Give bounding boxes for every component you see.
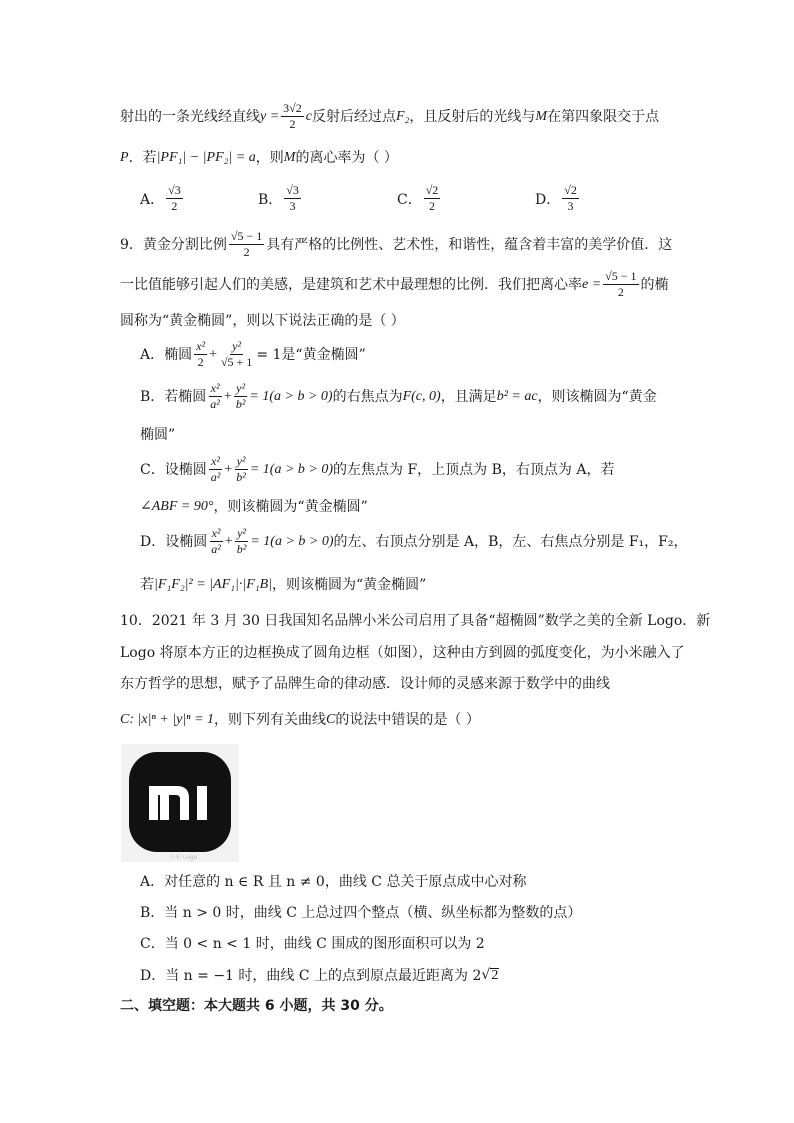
fraction [234, 455, 248, 484]
text: 的左、右顶点分别是 A，B，左、右焦点分别是 F₁，F₂， [333, 533, 688, 550]
q8-line-1 [120, 102, 659, 131]
text: 的说法中错误的是（ ） [335, 712, 480, 728]
fraction-numerator: x² [209, 455, 222, 470]
math: M [535, 108, 548, 124]
fraction-denominator: 3 [289, 199, 296, 214]
math: = 1(a > b > 0) [249, 388, 333, 404]
math: : |x|ⁿ + |y|ⁿ = 1 [129, 712, 215, 727]
q9-option-b-line-2 [140, 428, 175, 442]
sqrt: √ 2 [481, 967, 499, 983]
math: e = [582, 276, 602, 292]
math: F₂ [395, 108, 410, 124]
q10-stem-line-1 [120, 614, 710, 628]
q9-stem-line-1 [120, 230, 672, 259]
text: ，则该椭圆为“黄金椭圆” [213, 499, 368, 515]
fraction [281, 102, 304, 131]
text: 的右焦点为 [332, 388, 403, 405]
math: y = [260, 108, 280, 124]
question-number: 9．黄金分割比例 [120, 236, 227, 253]
fraction [229, 230, 264, 259]
text: 的椭 [640, 276, 669, 293]
math: = 1(a > b > 0) [249, 461, 334, 477]
fraction-denominator: b² [235, 397, 246, 412]
figure-caption: 小米 Logo [169, 854, 198, 861]
section-heading-fill-in [120, 999, 393, 1013]
fraction-denominator: 2 [429, 199, 436, 214]
fraction-numerator: 3√2 [281, 102, 304, 117]
text: 10．2021 年 3 月 30 日我国知名品牌小米公司启用了具备“超椭圆”数学之美的全新 Logo．新 [120, 613, 711, 629]
fraction-numerator: √5 − 1 [603, 270, 638, 285]
text: ，则下列有关曲线 [214, 712, 327, 728]
text: ，则该椭圆为“黄金 [537, 388, 657, 405]
fraction-numerator: y² [235, 527, 248, 542]
fraction-denominator: b² [236, 542, 247, 557]
fraction [235, 527, 249, 556]
math: P [120, 150, 129, 165]
q8-option-b[interactable] [258, 184, 303, 213]
option-label: B．若椭圆 [140, 388, 207, 405]
option-label: D．设椭圆 [140, 533, 208, 550]
q8-option-d[interactable] [535, 184, 581, 213]
q9-option-d-line-2 [140, 578, 426, 592]
text: 一比值能够引起人们的美感，是建筑和艺术中最理想的比例．我们把离心率 [120, 276, 582, 293]
fraction-numerator: x² [209, 382, 222, 397]
q10-stem-line-3 [120, 677, 610, 691]
fraction-denominator: 2 [171, 199, 178, 214]
fraction-denominator: 2 [617, 285, 624, 300]
option-text: C．当 0 < n < 1 时，曲线 C 围成的图形面积可以为 2 [140, 936, 485, 952]
option-label: C．设椭圆 [140, 461, 207, 478]
option-label: C． [397, 191, 422, 208]
fraction-denominator: 2 [243, 245, 250, 260]
fraction-numerator: x² [194, 340, 207, 355]
text: 的左焦点为 F，上顶点为 B，右顶点为 A，若 [333, 461, 615, 478]
fraction-denominator: √5 + 1 [220, 355, 253, 370]
math: M [283, 150, 296, 165]
math: + [224, 461, 233, 477]
text: ，则 [255, 150, 284, 166]
q8-option-a[interactable] [140, 184, 185, 213]
text: 具有严格的比例性、艺术性，和谐性，蕴含着丰富的美学价值．这 [266, 236, 673, 253]
fraction-numerator: y² [230, 340, 243, 355]
text: ，且反射后的光线与 [409, 108, 536, 125]
fraction-numerator: x² [210, 527, 223, 542]
option-text: B．当 n > 0 时，曲线 C 上总过四个整点（横、纵坐标都为整数的点） [140, 905, 582, 921]
q9-stem-line-2 [120, 270, 669, 299]
fraction [209, 527, 223, 556]
mi-mark-icon [129, 752, 231, 852]
xiaomi-logo-figure [121, 744, 239, 862]
q10-option-c[interactable] [140, 937, 485, 951]
fraction-denominator: a² [211, 542, 221, 557]
fraction [234, 382, 248, 411]
q10-stem-line-2 [120, 646, 685, 660]
fraction [424, 184, 441, 213]
option-label: B． [258, 191, 283, 208]
fraction-numerator: y² [235, 455, 248, 470]
q10-stem-line-4 [120, 713, 480, 727]
q10-option-b[interactable] [140, 906, 581, 920]
math: + [224, 533, 233, 549]
q8-option-c[interactable] [397, 184, 442, 213]
fraction [209, 455, 223, 484]
q9-option-d[interactable] [140, 527, 687, 556]
math: + [209, 346, 217, 362]
option-text: D．当 n = −1 时，曲线 C 上的点到原点最近距离为 2 [140, 967, 482, 984]
text: 在第四象限交于点 [547, 108, 660, 125]
text: 圆称为“黄金椭圆”，则以下说法正确的是（ ） [120, 313, 405, 329]
fraction-denominator: 2 [197, 355, 204, 370]
option-text: A．对任意的 n ∈ R 且 n ≠ 0，曲线 C 总关于原点成中心对称 [140, 874, 527, 890]
math: c [305, 108, 312, 124]
math: C [326, 712, 336, 727]
fraction-denominator: b² [236, 470, 246, 485]
q9-option-c-line-2 [140, 500, 368, 514]
text: 东方哲学的思想，赋予了品牌生命的律动感．设计师的灵感来源于数学中的曲线 [120, 676, 610, 692]
math: + [223, 388, 232, 404]
fraction-numerator: √3 [284, 184, 301, 199]
text: 的离心率为（ ） [295, 150, 398, 166]
option-label: D． [535, 191, 561, 208]
text: = 1是“黄金椭圆” [256, 346, 366, 363]
option-label: A． [140, 191, 165, 208]
text: ．若 [128, 150, 157, 166]
fraction-denominator: a² [210, 470, 221, 485]
math: ∠ABF = 90° [140, 499, 214, 514]
fraction [208, 382, 222, 411]
text: ，则该椭圆为“黄金椭圆” [272, 577, 427, 593]
q9-option-a[interactable] [140, 340, 366, 369]
text: 反射后经过点 [311, 108, 396, 125]
fraction [219, 340, 254, 369]
math: |PF₁| − |PF₂| = a [156, 150, 256, 165]
text: 椭圆” [140, 427, 176, 443]
q8-options [140, 184, 600, 218]
fraction [194, 340, 207, 369]
xiaomi-logo-icon [129, 752, 231, 852]
fraction-numerator: √3 [166, 184, 183, 199]
radicand: 2 [491, 968, 499, 983]
fraction-denominator: 3 [567, 199, 574, 214]
fraction [284, 184, 301, 213]
fraction-denominator: 2 [289, 117, 296, 132]
text: 若 [140, 577, 154, 593]
math: = 1(a > b > 0) [250, 533, 334, 549]
q10-option-a[interactable] [140, 875, 526, 889]
math: b² = ac [496, 388, 538, 404]
fraction-numerator: √5 − 1 [229, 230, 264, 245]
fraction [562, 184, 579, 213]
fraction-numerator: y² [234, 382, 247, 397]
fraction [603, 270, 638, 299]
q10-option-d[interactable] [140, 968, 499, 984]
fraction [166, 184, 183, 213]
q9-option-c[interactable] [140, 455, 614, 484]
math: F(c, 0) [402, 388, 441, 404]
q9-stem-line-3 [120, 314, 405, 328]
fraction-numerator: √2 [562, 184, 579, 199]
text: ，且满足 [440, 388, 497, 405]
math: |F₁F₂|² = |AF₁|·|F₁B| [154, 577, 273, 592]
fraction-denominator: a² [210, 397, 220, 412]
fraction-numerator: √2 [424, 184, 441, 199]
text: Logo 将原本方正的边框换成了圆角边框（如图），这种由方到圆的弧度变化，为小米融入了 [120, 645, 685, 661]
section-title: 二、填空题：本大题共 6 小题，共 30 分。 [120, 998, 393, 1014]
math: C [120, 712, 130, 727]
option-label: A．椭圆 [140, 346, 193, 363]
q8-line-2 [120, 151, 398, 165]
q9-option-b[interactable] [140, 382, 657, 411]
text: 射出的一条光线经直线 [120, 108, 260, 125]
